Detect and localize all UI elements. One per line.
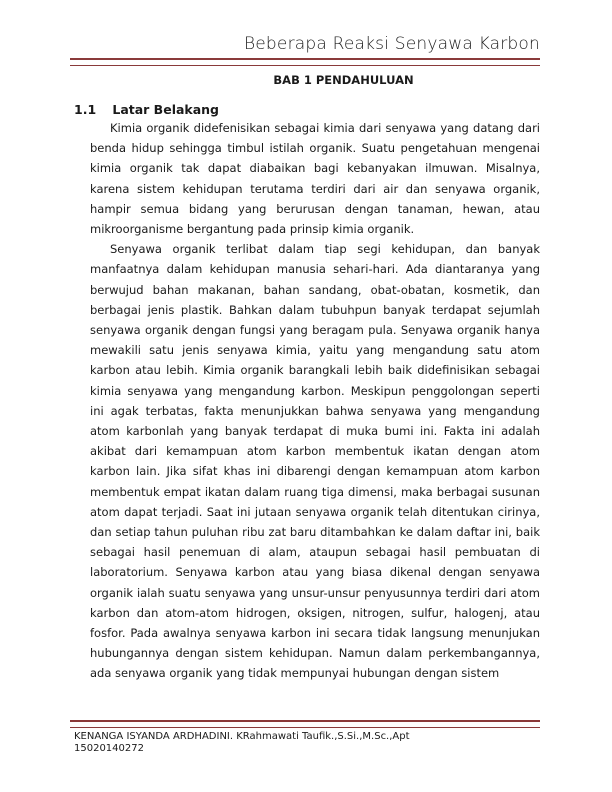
body-text: [90, 118, 540, 684]
page-footer: [74, 731, 410, 755]
page-header-title: Beberapa Reaksi Senyawa Karbon: [243, 34, 540, 54]
paragraph: Kimia organik didefenisikan sebagai kimia dari senyawa yang datang dari benda hidup sehingga timbul istilah organik. Suatu pengetahuan mengenai kimia organik tak dapat diabaikan bagi kebanyakan ilmuwan. Misalnya, karena sistem kehidupan terutama terdiri dari air dan senyawa organik, hampir semua bidang yang berurusan dengan tanaman, hewan, atau mikroorganisme bergantung pada prinsip kimia organik.: [90, 121, 540, 237]
header-divider: [70, 58, 540, 66]
chapter-title: BAB 1 PENDAHULUAN: [273, 73, 414, 87]
footer-id: 15020140272: [74, 743, 144, 754]
footer-author: KENANGA ISYANDA ARDHADINI. KRahmawati Taufik.,S.Si.,M.Sc.,Apt: [74, 731, 410, 742]
section-number: 1.1: [74, 102, 97, 117]
paragraph: Senyawa organik terlibat dalam tiap segi kehidupan, dan banyak manfaatnya dalam kehidupan manusia sehari-hari. Ada diantaranya yang berwujud bahan makanan, bahan sandang, obat-obatan, kosmetik, dan berbagai jenis plastik. Bahkan dalam tubuhpun banyak terdapat sejumlah senyawa organik dengan fungsi yang beragam pula. Senyawa organik hanya mewakili satu jenis senyawa kimia, yaitu yang mengandung satu atom karbon atau lebih. Kimia organik barangkali lebih baik didefinisikan sebagai kimia senyawa yang mengandung karbon. Meskipun penggolongan seperti ini agak terbatas, fakta menunjukkan bahwa senyawa yang mengandung atom karbonlah yang banyak terdapat di muka bumi ini. Fakta ini adalah akibat dari kemampuan atom karbon membentuk ikatan dengan atom karbon lain. Jika sifat khas ini dibarengi dengan kemampuan atom karbon membentuk empat ikatan dalam ruang tiga dimensi, maka berbagai susunan atom dapat terjadi. Saat ini jutaan senyawa organik telah ditentukan cirinya, dan setiap tahun puluhan ribu zat baru ditambahkan ke dalam daftar ini, baik sebagai hasil penemuan di alam, ataupun sebagai hasil pembuatan di laboratorium. Senyawa karbon atau yang biasa dikenal dengan senyawa organik ialah suatu senyawa yang unsur-unsur penyusunnya terdiri dari atom karbon dan atom-atom hidrogen, oksigen, nitrogen, sulfur, halogenj, atau fosfor. Pada awalnya senyawa karbon ini secara tidak langsung menunjukan hubungannya dengan sistem kehidupan. Namun dalam perkembangannya, ada senyawa organik yang tidak mempunyai hubungan dengan sistem: [90, 242, 540, 681]
footer-divider: [70, 720, 540, 728]
section-heading: [74, 102, 219, 117]
section-title: Latar Belakang: [112, 102, 220, 117]
